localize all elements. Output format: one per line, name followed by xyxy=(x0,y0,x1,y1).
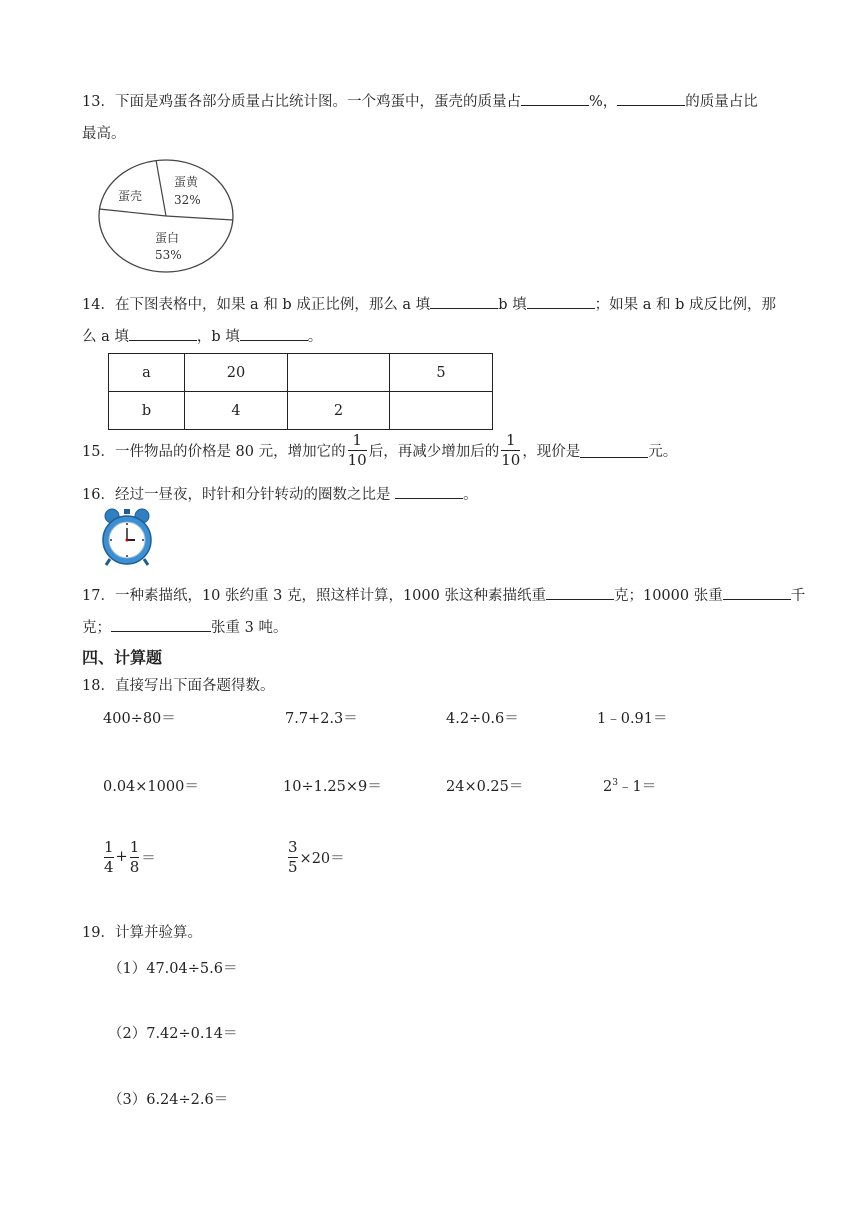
power-rest: ﹣1＝ xyxy=(617,779,657,795)
table-row xyxy=(109,392,493,430)
q13-blank-1[interactable] xyxy=(521,91,589,106)
pie-label-shell: 蛋壳 xyxy=(118,189,143,203)
alarm-clock-icon xyxy=(98,507,156,567)
fraction-denominator: 10 xyxy=(501,450,521,469)
table-cell: 2 xyxy=(288,392,390,430)
q17-blank-2[interactable] xyxy=(723,585,791,600)
q19-item: （1）47.04÷5.6＝ xyxy=(108,961,238,977)
egg-pie-chart xyxy=(98,154,236,276)
q16-blank[interactable] xyxy=(395,484,463,499)
q15-fraction-2 xyxy=(501,430,521,469)
q14-blank-2[interactable] xyxy=(527,294,595,309)
q14-table xyxy=(108,353,493,430)
q14-text-a: 14．在下图表格中，如果 a 和 b 成正比例，那么 a 填 xyxy=(82,297,431,313)
q13-text-a: 13．下面是鸡蛋各部分质量占比统计图。一个鸡蛋中，蛋壳的质量占 xyxy=(82,94,521,110)
pie-value-white: 53% xyxy=(155,248,182,262)
q17-text-a: 17．一种素描纸，10 张约重 3 克，照这样计算，1000 张这种素描纸重 xyxy=(82,588,546,604)
q13-line1 xyxy=(82,90,758,111)
q18-expr: 1﹣0.91＝ xyxy=(597,711,668,727)
plus-sign: + xyxy=(115,849,128,865)
pie-label-white: 蛋白 xyxy=(155,231,180,245)
q15-line xyxy=(82,430,677,470)
q19-item: （3）6.24÷2.6＝ xyxy=(108,1092,229,1108)
table-cell: b xyxy=(109,392,185,430)
q17-text-c: 千 xyxy=(790,588,806,604)
q14-line1 xyxy=(82,293,776,314)
fraction-denominator: 5 xyxy=(288,857,298,876)
table-cell: a xyxy=(109,354,185,392)
q14-text-d: 么 a 填 xyxy=(82,329,129,345)
q18-expr-power xyxy=(603,775,656,796)
q17-blank-1[interactable] xyxy=(546,585,614,600)
q14-blank-4[interactable] xyxy=(240,326,308,341)
power-exponent: 3 xyxy=(612,778,618,789)
q18-expr: 24×0.25＝ xyxy=(446,779,524,795)
fraction xyxy=(288,837,298,876)
q18-expr-fraction-product xyxy=(286,836,345,878)
q17-line2 xyxy=(82,616,287,637)
fraction-numerator: 1 xyxy=(352,430,362,449)
q17-text-b: 克；10000 张重 xyxy=(613,588,723,604)
table-cell: 20 xyxy=(185,354,288,392)
fraction xyxy=(104,837,114,876)
q18-expr: 7.7+2.3＝ xyxy=(285,711,358,727)
fraction-numerator: 1 xyxy=(129,837,140,856)
q17-line1 xyxy=(82,584,805,605)
table-cell[interactable] xyxy=(390,392,493,430)
q14-blank-3[interactable] xyxy=(129,326,197,341)
product-rest: ×20＝ xyxy=(299,850,345,867)
fraction-denominator: 8 xyxy=(129,857,140,876)
q14-text-b: b 填 xyxy=(498,297,527,313)
fraction-denominator: 10 xyxy=(347,450,367,469)
fraction-numerator: 1 xyxy=(505,430,516,449)
table-cell: 4 xyxy=(185,392,288,430)
q18-expr: 10÷1.25×9＝ xyxy=(283,779,382,795)
q15-text-b: 后，再减少增加后的 xyxy=(368,443,500,460)
q14-text-e: ，b 填 xyxy=(196,329,240,345)
pie-label-yolk: 蛋黄 xyxy=(174,175,199,189)
q18-expr: 0.04×1000＝ xyxy=(103,779,199,795)
q18-expr: 400÷80＝ xyxy=(103,711,176,727)
q19-title: 19．计算并验算。 xyxy=(82,925,202,941)
q18-expr-fraction-sum xyxy=(102,836,156,878)
power-base: 2 xyxy=(603,779,613,795)
q15-text-d: 元。 xyxy=(648,443,678,460)
equals-sign: ＝ xyxy=(141,850,156,867)
q14-blank-1[interactable] xyxy=(430,294,498,309)
table-cell[interactable] xyxy=(288,354,390,392)
pie-value-yolk: 32% xyxy=(174,193,201,207)
q15-text-a: 15．一件物品的价格是 80 元，增加它的 xyxy=(82,443,346,460)
q16-text-b: 。 xyxy=(463,487,478,503)
q16-line xyxy=(82,483,478,504)
q13-line2: 最高。 xyxy=(82,126,126,142)
q15-fraction-1 xyxy=(347,430,367,469)
fraction-numerator: 3 xyxy=(288,837,298,856)
q18-expr: 4.2÷0.6＝ xyxy=(446,711,519,727)
q18-title: 18．直接写出下面各题得数。 xyxy=(82,678,275,694)
q13-text-b: %， xyxy=(588,94,618,110)
fraction-numerator: 1 xyxy=(104,837,114,856)
q16-text-a: 16．经过一昼夜，时针和分针转动的圈数之比是 xyxy=(82,487,391,503)
q15-blank[interactable] xyxy=(580,443,648,458)
q13-blank-2[interactable] xyxy=(617,91,685,106)
q14-text-c: ；如果 a 和 b 成反比例，那 xyxy=(594,297,776,313)
q15-text-c: ，现价是 xyxy=(522,443,581,460)
q17-text-e: 张重 3 吨。 xyxy=(211,620,288,636)
fraction xyxy=(129,837,140,876)
q14-text-f: 。 xyxy=(307,329,323,345)
section-heading: 四、计算题 xyxy=(82,648,163,667)
table-cell: 5 xyxy=(390,354,493,392)
q14-line2 xyxy=(82,325,322,346)
fraction-denominator: 4 xyxy=(104,857,114,876)
q17-blank-3[interactable] xyxy=(111,617,211,632)
table-row xyxy=(109,354,493,392)
q13-text-c: 的质量占比 xyxy=(685,94,758,110)
q17-text-d: 克； xyxy=(82,620,111,636)
q19-item: （2）7.42÷0.14＝ xyxy=(108,1026,238,1042)
